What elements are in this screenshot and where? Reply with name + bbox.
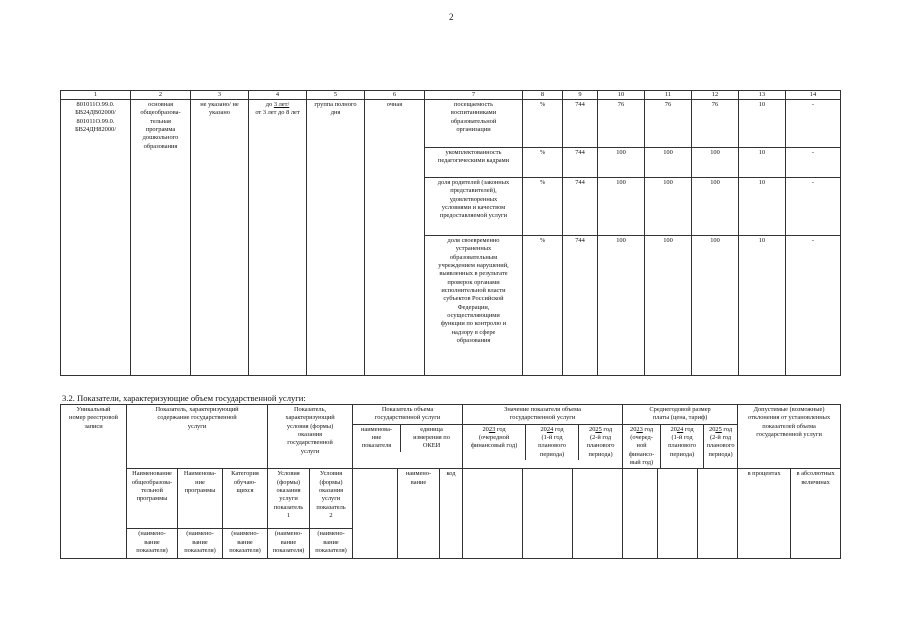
header-row-1 bbox=[61, 405, 841, 469]
indicator-deviation-pct: 10 bbox=[739, 236, 786, 376]
indicator-name-note: (наимено- вание показателя) bbox=[127, 529, 178, 559]
value-y1-cell bbox=[463, 469, 523, 559]
header-value-year-2: 2024 год (1-й год планового периода) bbox=[526, 425, 579, 460]
header-price-year-1: 2023 год (очеред- ной финансо- вый год) bbox=[623, 425, 661, 469]
indicator-unit: % bbox=[523, 178, 563, 236]
indicator-deviation-abs: - bbox=[786, 236, 841, 376]
deviation-percent: в процентах bbox=[738, 469, 791, 559]
header-price-year-2: 2024 год (1-й год планового периода) bbox=[661, 425, 704, 469]
column-number-row bbox=[61, 91, 841, 100]
indicator-value-y1: 100 bbox=[598, 236, 645, 376]
col-number: 10 bbox=[598, 91, 645, 100]
volume-name-cell bbox=[353, 469, 398, 559]
indicator-value-y2: 100 bbox=[645, 236, 692, 376]
indicator-value-y2: 100 bbox=[645, 178, 692, 236]
price-y2-cell bbox=[658, 469, 698, 559]
sub-student-category: Категория обучаю- щихся bbox=[223, 469, 268, 529]
sub-condition-2: Условия (формы) оказания услуги показатель 2 bbox=[310, 469, 353, 529]
header-price-year-3: 2025 год (2-й год планового периода) bbox=[706, 425, 735, 458]
col-number: 8 bbox=[523, 91, 563, 100]
indicator-name: посещаемость воспитанниками образовательной организации bbox=[425, 100, 523, 148]
col-number: 2 bbox=[131, 91, 191, 100]
header-conditions-indicator: Показатель, характеризующий условия (формы) оказания государственной услуги bbox=[268, 405, 353, 469]
header-row-2 bbox=[61, 469, 841, 529]
col-number: 4 bbox=[249, 91, 307, 100]
section-title: 3.2. Показатели, характеризующие объем государственной услуги: bbox=[62, 393, 306, 403]
indicator-value-y2: 100 bbox=[645, 148, 692, 178]
indicator-name: укомплектованность педагогическими кадрами bbox=[425, 148, 523, 178]
price-y3-cell bbox=[698, 469, 738, 559]
col-number: 14 bbox=[786, 91, 841, 100]
indicator-name: доля своевременно устраненных образовательным учреждением нарушений, выявленных в результате проверок органами исполнительной власти субъектов Российской Федерации, осуществляющими функции по контролю и надзору в сфере образования bbox=[425, 236, 523, 376]
indicator-value-y2: 76 bbox=[645, 100, 692, 148]
header-value-year-3: 2025 год (2-й год планового периода) bbox=[586, 425, 615, 458]
indicator-name-note: (наимено- вание показателя) bbox=[310, 529, 353, 559]
price-y1-cell bbox=[623, 469, 658, 559]
col-number: 12 bbox=[692, 91, 739, 100]
deviation-absolute: в абсолютных величинах bbox=[791, 469, 841, 559]
indicator-unit: % bbox=[523, 148, 563, 178]
value-y2-cell bbox=[523, 469, 573, 559]
indicator-unit: % bbox=[523, 100, 563, 148]
indicator-okei: 744 bbox=[563, 178, 598, 236]
header-volume-unit: единица измерения по ОКЕИ bbox=[413, 425, 450, 450]
program-cell: основная общеобразова- тельная программа дошкольного образования bbox=[131, 100, 191, 376]
col-number: 11 bbox=[645, 91, 692, 100]
volume-indicators-table bbox=[60, 404, 841, 559]
indicator-deviation-abs: - bbox=[786, 178, 841, 236]
col-number: 5 bbox=[307, 91, 365, 100]
header-volume-indicator: Показатель объема государственной услуги наименова- ние показателя единица измерения по ОКЕИ bbox=[353, 405, 463, 469]
col-number: 9 bbox=[563, 91, 598, 100]
indicator-okei: 744 bbox=[563, 148, 598, 178]
indicator-value-y1: 100 bbox=[598, 178, 645, 236]
col-number: 6 bbox=[365, 91, 425, 100]
value-y3-cell bbox=[573, 469, 623, 559]
col-number: 3 bbox=[191, 91, 249, 100]
header-allowed-deviation: Допустимые (возможные) отклонения от установленных показателей объема государственной услуги bbox=[738, 405, 841, 469]
indicator-name-note: (наимено- вание показателя) bbox=[178, 529, 223, 559]
okei-code-cell: код bbox=[440, 469, 463, 559]
indicator-value-y3: 76 bbox=[692, 100, 739, 148]
col-number: 7 bbox=[425, 91, 523, 100]
indicator-okei: 744 bbox=[563, 236, 598, 376]
indicator-okei: 744 bbox=[563, 100, 598, 148]
header-average-price: Среднегодовой размер платы (цена, тариф) 2023 год (очеред- ной финансо- вый год) 2024 год (1-й год планового периода) 2025 год (2-й год планового периода) bbox=[623, 405, 738, 469]
col-number: 13 bbox=[739, 91, 786, 100]
indicator-row-1 bbox=[61, 100, 841, 148]
header-content-indicator: Показатель, характеризующий содержание государственной услуги bbox=[127, 405, 268, 469]
registry-number-cell: 801011О.99.0. БВ24ДВ02000/ 801011О.99.0. БВ24ДН82000/ bbox=[61, 100, 131, 376]
page-number: 2 bbox=[449, 12, 454, 22]
indicator-deviation-abs: - bbox=[786, 100, 841, 148]
indicator-value-y3: 100 bbox=[692, 178, 739, 236]
indicator-name-note: (наимено- вание показателя) bbox=[268, 529, 310, 559]
header-volume-value: Значение показателя объема государственной услуги 2023 год (очередной финансовый год) 2024 год (1-й год планового периода) 2025 год (2-й год планового периода) bbox=[463, 405, 623, 469]
col-number: 1 bbox=[61, 91, 131, 100]
indicator-deviation-pct: 10 bbox=[739, 178, 786, 236]
form-cell: очная bbox=[365, 100, 425, 376]
group-cell: группа полного дня bbox=[307, 100, 365, 376]
header-registry-number: Уникальный номер реестровой записи bbox=[61, 405, 127, 559]
program-name-cell: не указано/ не указано bbox=[191, 100, 249, 376]
quality-indicators-table bbox=[60, 90, 841, 376]
sub-condition-1: Условия (формы) оказания услуги показатель 1 bbox=[268, 469, 310, 529]
indicator-deviation-pct: 10 bbox=[739, 148, 786, 178]
indicator-value-y1: 100 bbox=[598, 148, 645, 178]
indicator-value-y1: 76 bbox=[598, 100, 645, 148]
header-volume-name: наименова- ние показателя bbox=[353, 425, 401, 452]
indicator-deviation-pct: 10 bbox=[739, 100, 786, 148]
sub-program-type: Наименование общеобразова- тельной программы bbox=[127, 469, 178, 529]
okei-name-cell: наимено- вание bbox=[398, 469, 440, 559]
indicator-name: доля родителей (законных представителей), удовлетворенных условиями и качеством предоставляемой услуги bbox=[425, 178, 523, 236]
indicator-name-note: (наимено- вание показателя) bbox=[223, 529, 268, 559]
indicator-value-y3: 100 bbox=[692, 236, 739, 376]
sub-program-name: Наименова- ние программы bbox=[178, 469, 223, 529]
header-value-year-1: 2023 год (очередной финансовый год) bbox=[463, 425, 526, 460]
indicator-unit: % bbox=[523, 236, 563, 376]
indicator-value-y3: 100 bbox=[692, 148, 739, 178]
age-category-cell: до 3 лет/ от 3 лет до 8 лет bbox=[249, 100, 307, 376]
indicator-deviation-abs: - bbox=[786, 148, 841, 178]
